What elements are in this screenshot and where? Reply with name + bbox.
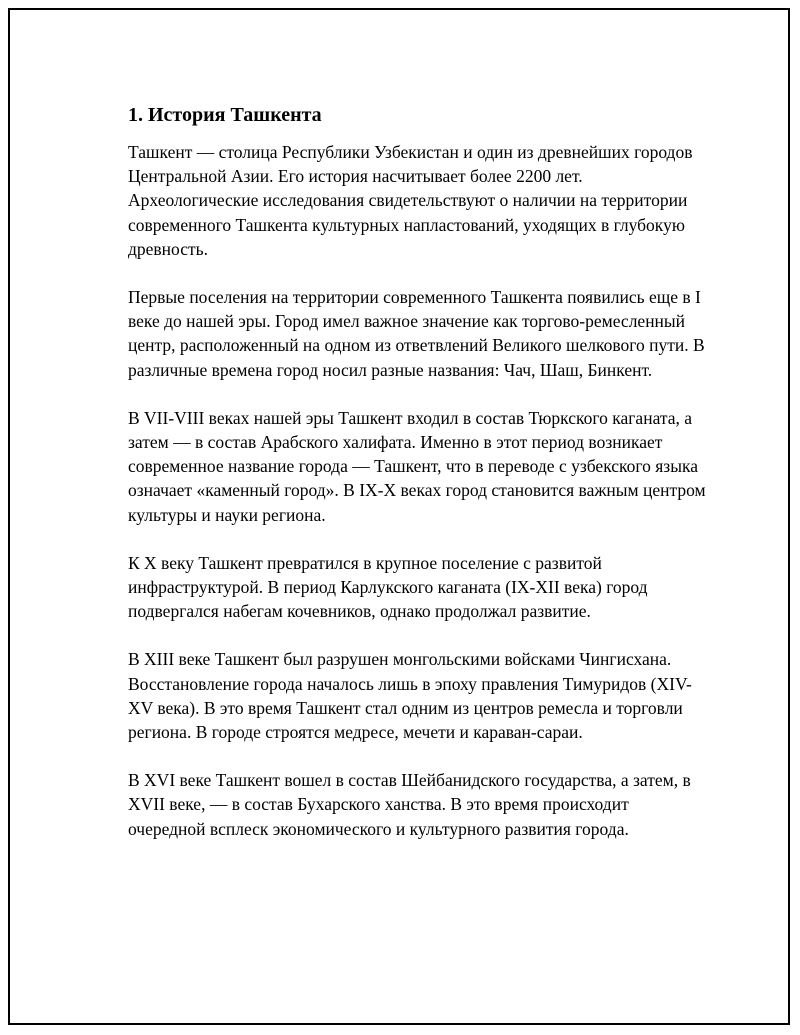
paragraph-4: К X веку Ташкент превратился в крупное поселение с развитой инфраструктурой. В период Карлукского каганата (IX-XII века) город подвергался набегам кочевников, однако продолжал развитие.: [128, 552, 648, 622]
paragraph-3: В VII-VIII веках нашей эры Ташкент входил в состав Тюркского каганата, а затем — в состав Арабского халифата. Именно в этот период возникает современное название города — Ташкент, что в переводе с узбекского языка означает «каменный город». В IX-X веках город становится важным центром культуры и науки региона.: [128, 407, 706, 525]
page-frame: [8, 8, 790, 1025]
paragraph-5: В XIII веке Ташкент был разрушен монгольскими войсками Чингисхана. Восстановление города началось лишь в эпоху правления Тимуридов (XIV-XV века). В это время Ташкент стал одним из центров ремесла и торговли региона. В городе строятся медресе, мечети и караван-сараи.: [128, 649, 692, 743]
paragraph-2: Первые поселения на территории современного Ташкента появились еще в I веке до нашей эры. Город имел важное значение как торгово-ремесленный центр, расположенный на одном из ответвлений Великого шелкового пути. В различные времена город носил разные названия: Чач, Шаш, Бинкент.: [128, 287, 705, 380]
document-body: [128, 102, 708, 865]
section-title: 1. История Ташкента: [128, 104, 322, 126]
paragraph-6: В XVI веке Ташкент вошел в состав Шейбанидского государства, а затем, в XVII веке, — в состав Бухарского ханства. В это время происходит очередной всплеск экономического и культурного развития города.: [128, 770, 691, 839]
paragraph-1: Ташкент — столица Республики Узбекистан и один из древнейших городов Центральной Азии. Его история насчитывает более 2200 лет. Археологические исследования свидетельствуют о наличии на территории современного Ташкента культурных напластований, уходящих в глубокую древность.: [128, 142, 693, 259]
